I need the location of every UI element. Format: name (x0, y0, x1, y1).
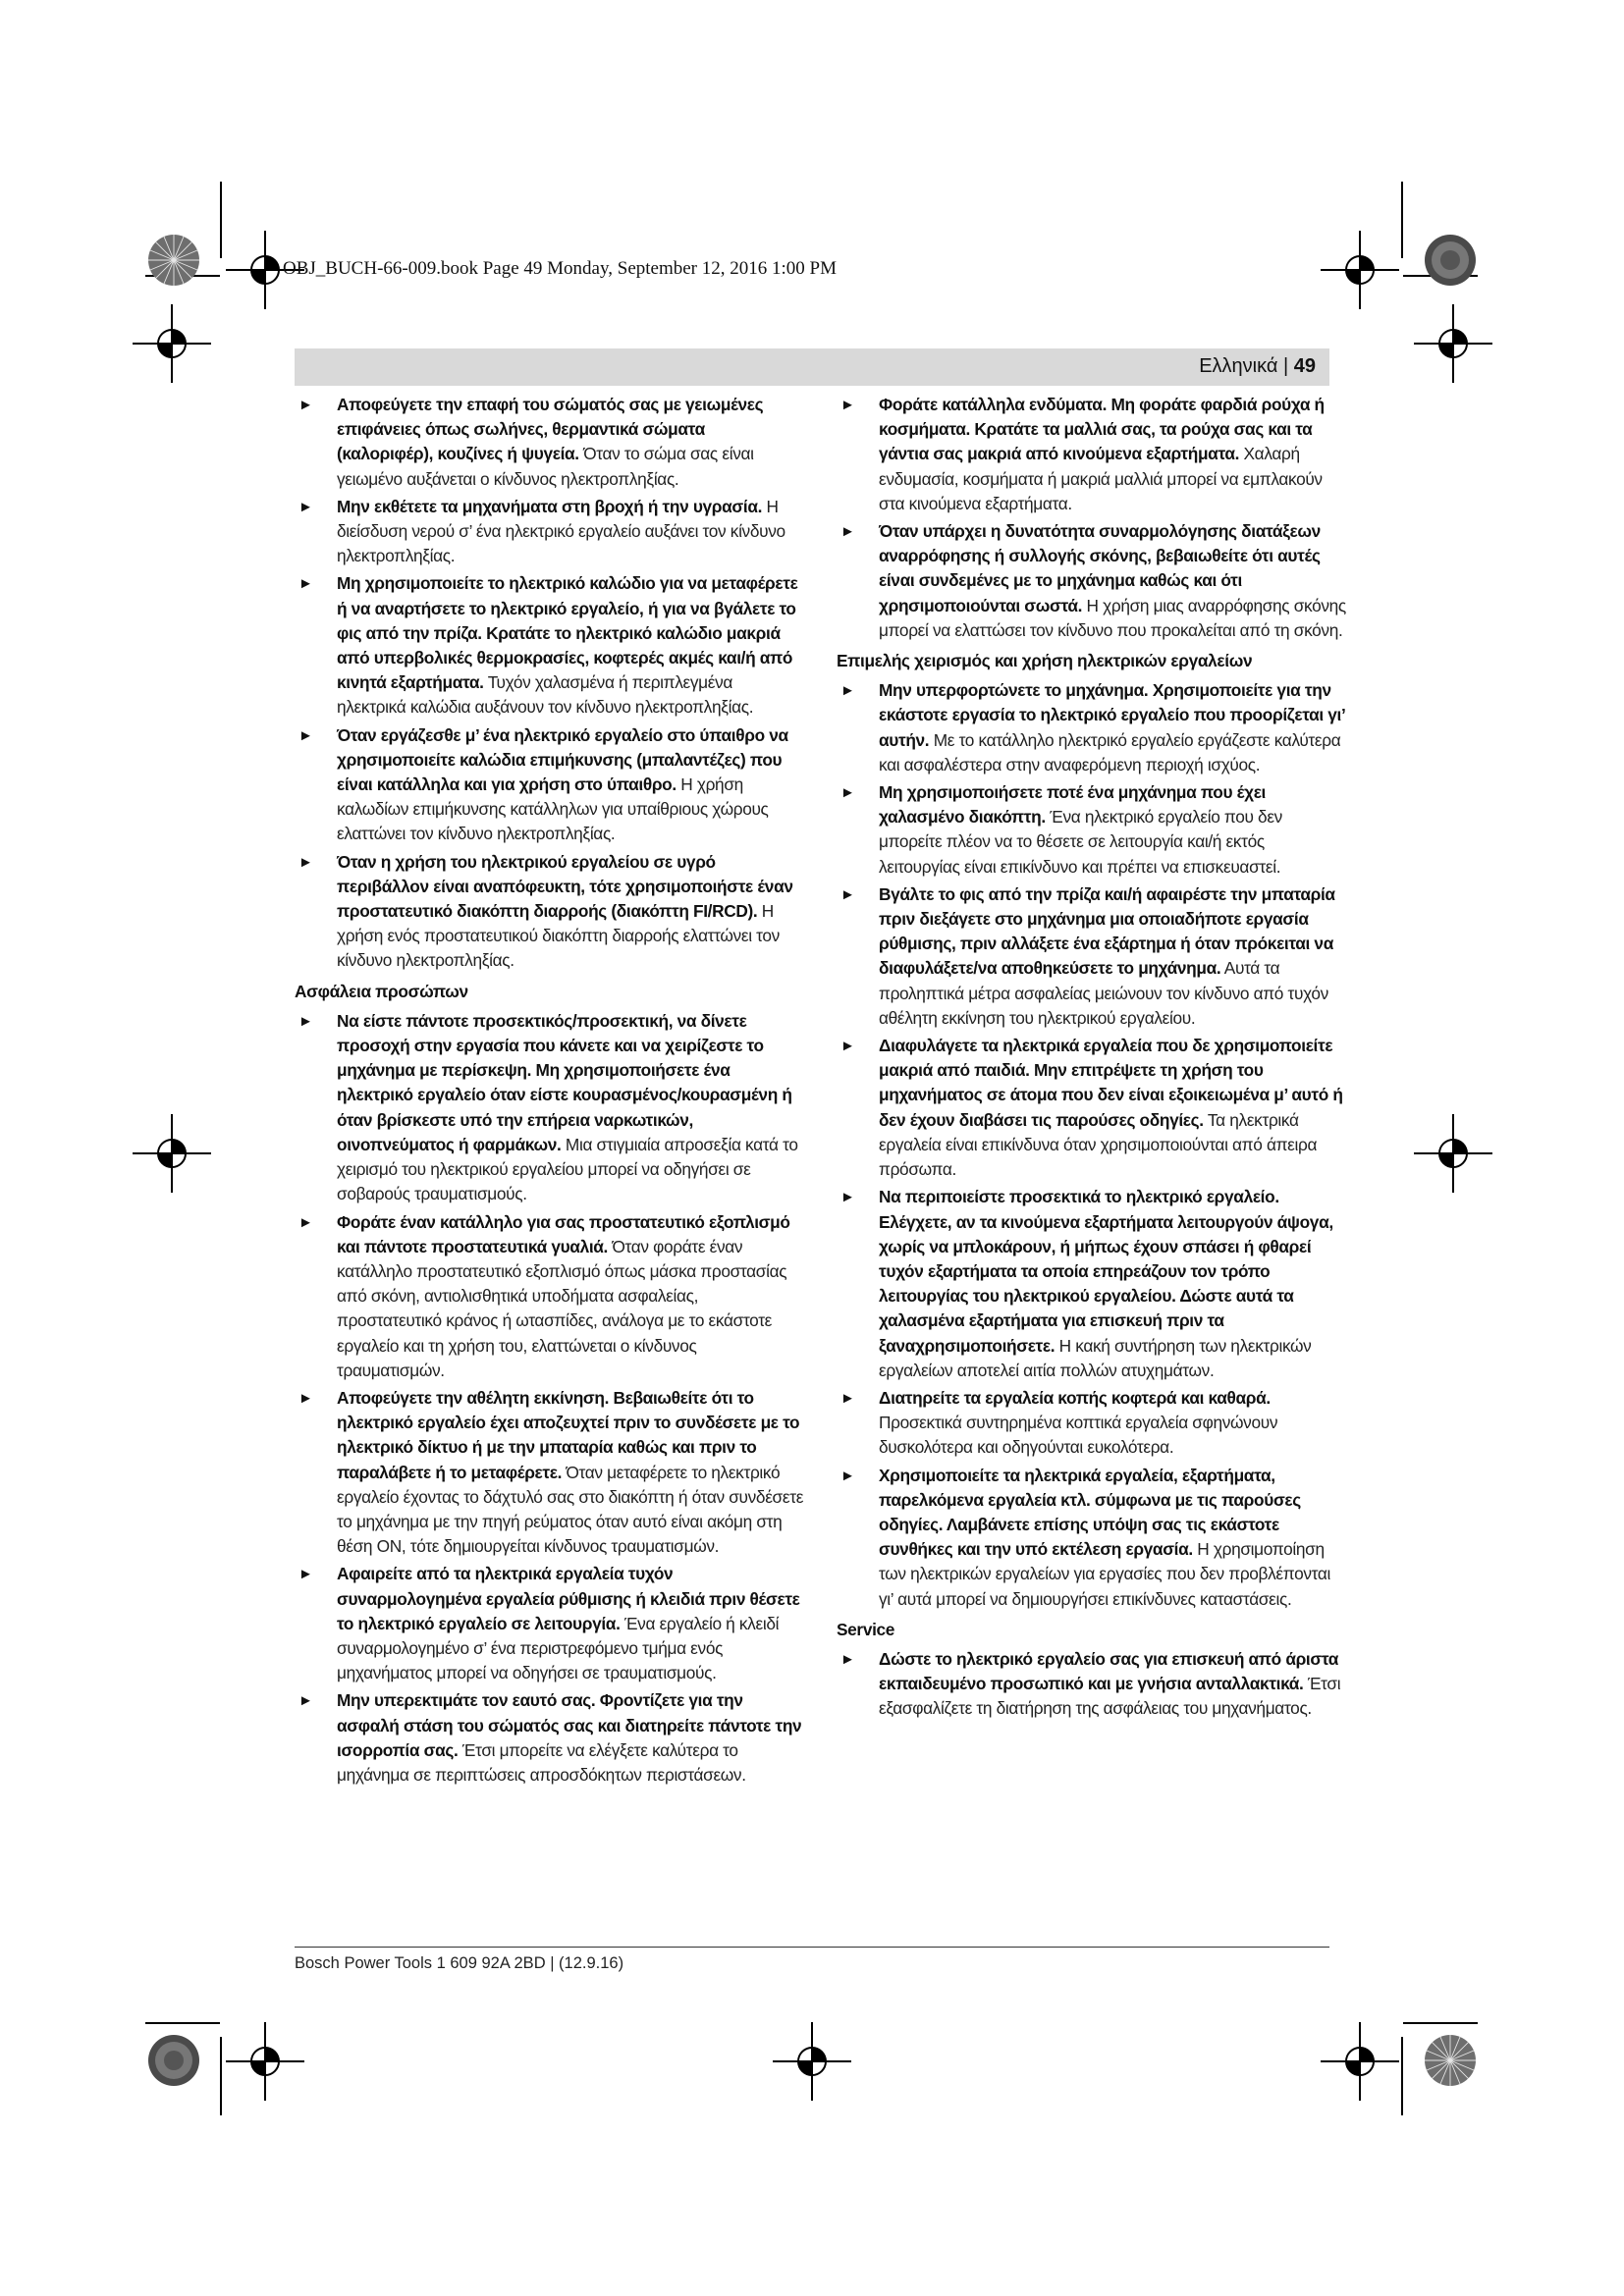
item-body-text: Προσεκτικά συντηρημένα κοπτικά εργαλεία σφηνώνουν δυσκολότερα και οδηγούνται ευκολότερα. (879, 1413, 1278, 1458)
bullet-arrow-icon: ► (840, 1389, 855, 1407)
list-items-a (837, 393, 1347, 643)
color-wheel-icon (1424, 234, 1477, 287)
crop-mark (1401, 2037, 1403, 2115)
item-body-text: Η χρησιμοποίηση των ηλεκτρικών εργαλείων για εργασίες που δεν προβλέπονται γι’ αυτά μπορεί να δημιουργήσει επικίνδυνες καταστάσεις. (879, 1539, 1331, 1609)
item-body-text: Η χρήση μιας αναρρόφησης σκόνης μπορεί να ελαττώσει τον κίνδυνο που προκαλείται από τη σκόνη. (879, 595, 1346, 640)
list-item (837, 519, 1347, 643)
bullet-arrow-icon: ► (840, 784, 855, 802)
crop-mark (1401, 182, 1403, 258)
bullet-arrow-icon: ► (298, 575, 313, 593)
footer-rule (295, 1947, 1329, 1948)
item-bold-text: Μην υπερφορτώνετε το μηχάνημα. Χρησιμοποιείτε για την εκάστοτε εργασία το ηλεκτρικό εργαλείο που προορίζεται γι’ αυτήν. (879, 680, 1345, 750)
bullet-arrow-icon: ► (298, 1213, 313, 1231)
item-bold-text: Να είστε πάντοτε προσεκτικός/προσεκτική, να δίνετε προσοχή στην εργασία που κάνετε και να χειρίζεστε το μηχάνημα με περίσκεψη. Μη χρησιμοποιήσετε ένα ηλεκτρικό εργαλείο όταν είστε κουρασμένος/κουρασμένη ή όταν βρίσκεστε υπό την επήρεια ναρκωτικών, οινοπνεύματος ή φαρμάκων. (337, 1010, 792, 1154)
item-body-text: Όταν το σώμα σας είναι γειωμένο αυξάνεται ο κίνδυνος ηλεκτροπληξίας. (337, 444, 754, 489)
list-item (295, 495, 805, 569)
section-title-tool-use: Επιμελής χειρισμός και χρήση ηλεκτρικών εργαλείων (837, 651, 1253, 671)
page-header (295, 348, 1329, 386)
list-item (295, 723, 805, 847)
registration-mark-icon (226, 2022, 304, 2101)
list-items-b (837, 678, 1347, 1612)
item-body-text: Η κακή συντήρηση των ηλεκτρικών εργαλείων αποτελεί αιτία πολλών ατυχημάτων. (879, 1335, 1312, 1380)
list-item (837, 393, 1347, 516)
item-bold-text: Φοράτε κατάλληλα ενδύματα. Μη φοράτε φαρδιά ρούχα ή κοσμήματα. Κρατάτε τα μαλλιά σας, τα ρούχα σας και τα γάντια σας μακριά από κινούμενα εξαρτήματα. (879, 395, 1325, 464)
registration-mark-icon (1414, 1114, 1492, 1193)
page-number: 49 (1293, 355, 1316, 377)
color-wheel-icon (147, 2034, 200, 2087)
bullet-arrow-icon: ► (840, 1650, 855, 1668)
bullet-arrow-icon: ► (298, 397, 313, 413)
list-item (295, 571, 805, 720)
list-item (295, 1009, 805, 1207)
bullet-arrow-icon: ► (298, 726, 313, 744)
list-item (295, 393, 805, 492)
list-item (837, 1464, 1347, 1612)
registration-mark-icon (1321, 231, 1399, 309)
registration-mark-icon (1414, 304, 1492, 383)
item-body-text: Έτσι εξασφαλίζετε τη διατήρηση της ασφάλειας του μηχανήματος. (879, 1674, 1341, 1719)
item-bold-text: Μη χρησιμοποιείτε το ηλεκτρικό καλώδιο για να μεταφέρετε ή να αναρτήσετε το ηλεκτρικό εργαλείο, ή για να βγάλετε το φις από την πρίζα. Κρατάτε το ηλεκτρικό καλώδιο μακριά από υπερβολικές θερμοκρασίες, κοφτερές ακμές και/ή από κινητά εξαρτήματα. (337, 573, 798, 693)
item-bold-text: Αποφεύγετε την επαφή του σώματός σας με γειωμένες επιφάνειες όπως σωλήνες, θερμαντικά σώματα (καλοριφέρ), κουζίνες ή ψυγεία. (337, 395, 764, 464)
registration-mark-icon (1321, 2022, 1399, 2101)
item-body-text: Μια στιγμιαία απροσεξία κατά το χειρισμό του ηλεκτρικού εργαλείου μπορεί να οδηγήσει σε σοβαρούς τραυματισμούς. (337, 1134, 798, 1204)
list-item (837, 1185, 1347, 1383)
list-item (295, 1562, 805, 1685)
list-item (295, 850, 805, 974)
item-bold-text: Δώστε το ηλεκτρικό εργαλείο σας για επισκευή από άριστα εκπαιδευμένο προσωπικό και με γνήσια ανταλλακτικά. (879, 1648, 1339, 1694)
color-wheel-icon (1424, 2034, 1477, 2087)
item-body-text: Αυτά τα προληπτικά μέτρα ασφαλείας μειώνουν τον κίνδυνο από τυχόν αθέλητη εκκίνηση του ηλεκτρικού εργαλείου. (879, 958, 1328, 1028)
section-title-personal-safety: Ασφάλεια προσώπων (295, 981, 468, 1001)
crop-mark (145, 2022, 220, 2024)
crop-mark (220, 182, 222, 258)
item-bold-text: Αφαιρείτε από τα ηλεκτρικά εργαλεία τυχόν συναρμολογημένα εργαλεία ρύθμισης ή κλειδιά πριν θέσετε το ηλεκτρικό εργαλείο σε λειτουργία. (337, 1564, 800, 1633)
left-column (295, 393, 805, 1790)
item-body-text: Η διείσδυση νερού σ’ ένα ηλεκτρικό εργαλείο αυξάνει τον κίνδυνο ηλεκτροπληξίας. (337, 496, 785, 566)
header-separator: | (1282, 355, 1289, 377)
item-body-text: Όταν φοράτε έναν κατάλληλο προστατευτικό εξοπλισμό όπως μάσκα προστασίας από σκόνη, αντιολισθητικά υποδήματα ασφαλείας, προστατευτικό κράνος ή ωτασπίδες, ανάλογα με το εκάστοτε εργαλείο και τη χρήση του, ελαττώνεται ο κίνδυνος τραυματισμών. (337, 1236, 787, 1380)
list-item (837, 1034, 1347, 1182)
item-bold-text: Όταν η χρήση του ηλεκτρικού εργαλείου σε υγρό περιβάλλον είναι αναπόφευκτη, τότε χρησιμοποιήστε έναν προστατευτικό διακόπτη διαρροής (διακόπτη FI/RCD). (337, 851, 793, 922)
bullet-arrow-icon: ► (840, 523, 855, 541)
list-item (295, 1688, 805, 1788)
item-body-text: Έτσι μπορείτε να ελέγξετε καλύτερα το μηχάνημα σε περιπτώσεις απροσδόκητων περιστάσεων. (337, 1739, 746, 1785)
registration-mark-icon (773, 2022, 851, 2101)
item-bold-text: Χρησιμοποιείτε τα ηλεκτρικά εργαλεία, εξαρτήματα, παρελκόμενα εργαλεία κτλ. σύμφωνα με τις παρούσες οδηγίες. Λαμβάνετε επίσης υπόψη σας τις εκάστοτε συνθήκες και την υπό εκτέλεση εργασία. (879, 1465, 1301, 1560)
bullet-arrow-icon: ► (840, 1467, 855, 1484)
list-items-a (295, 393, 805, 974)
section-title-service: Service (837, 1619, 895, 1639)
item-bold-text: Διαφυλάγετε τα ηλεκτρικά εργαλεία που δε χρησιμοποιείτε μακριά από παιδιά. Μην επιτρέψετε τη χρήση του μηχανήματος σε άτομα που δεν είναι εξοικειωμένα μ’ αυτό ή δεν έχουν διαβάσει τις παρούσες οδηγίες. (879, 1036, 1343, 1130)
list-items-c (837, 1647, 1347, 1722)
item-bold-text: Βγάλτε το φις από την πρίζα και/ή αφαιρέστε την μπαταρία πριν διεξάγετε στο μηχάνημα μια οποιαδήποτε εργασία ρύθμισης, πριν αλλάξετε ένα εξάρτημα ή όταν πρόκειται να διαφυλάξετε/να αποθηκεύσετε το μηχάνημα. (879, 883, 1335, 979)
item-body-text: Ένα εργαλείο ή κλειδί συναρμολογημένο σ’ ένα περιστρεφόμενο τμήμα ενός μηχανήματος μπορεί να οδηγήσει σε τραυματισμούς. (337, 1613, 780, 1683)
list-item (837, 678, 1347, 777)
item-bold-text: Μην εκθέτετε τα μηχανήματα στη βροχή ή την υγρασία. (337, 496, 763, 516)
item-body-text: Όταν μεταφέρετε το ηλεκτρικό εργαλείο έχοντας το δάχτυλό σας στο διακόπτη ή όταν συνδέσετε το μηχάνημα με την πηγή ρεύματος όταν αυτό είναι ακόμη στη θέση ON, τότε δημιουργείται κίνδυνος τραυματισμών. (337, 1462, 804, 1557)
color-wheel-icon (147, 234, 200, 287)
item-body-text: Με το κατάλληλο ηλεκτρικό εργαλείο εργάζεστε καλύτερα και ασφαλέστερα στην αναφερόμενη περιοχή ισχύος. (879, 729, 1341, 774)
footer-text: Bosch Power Tools 1 609 92A 2BD | (12.9.16) (295, 1954, 624, 1972)
item-bold-text: Μη χρησιμοποιήσετε ποτέ ένα μηχάνημα που έχει χαλασμένο διακόπτη. (879, 782, 1266, 828)
item-bold-text: Όταν υπάρχει η δυνατότητα συναρμολόγησης διατάξεων αναρρόφησης ή συλλογής σκόνης, βεβαιωθείτε ότι αυτές είναι συνδεμένες με το μηχάνημα καθώς και ότι χρησιμοποιούνται σωστά. (879, 521, 1321, 615)
list-item (295, 1210, 805, 1383)
bullet-arrow-icon: ► (298, 853, 313, 871)
list-items-b (295, 1009, 805, 1788)
list-item (295, 1386, 805, 1559)
bullet-arrow-icon: ► (840, 397, 855, 413)
list-item (837, 1386, 1347, 1461)
item-bold-text: Φοράτε έναν κατάλληλο για σας προστατευτικό εξοπλισμό και πάντοτε προστατευτικά γυαλιά. (337, 1211, 790, 1256)
header-language: Ελληνικά (1199, 355, 1278, 377)
registration-mark-icon (133, 1114, 211, 1193)
item-body-text: Τα ηλεκτρικά εργαλεία είναι επικίνδυνα όταν χρησιμοποιούνται από άπειρα πρόσωπα. (879, 1109, 1318, 1180)
item-bold-text: Όταν εργάζεσθε μ’ ένα ηλεκτρικό εργαλείο στο ύπαιθρο να χρησιμοποιείτε καλώδια επιμήκυνσης (μπαλαντέζες) που είναι κατάλληλα και για χρήση στο ύπαιθρο. (337, 724, 788, 795)
item-bold-text: Διατηρείτε τα εργαλεία κοπής κοφτερά και καθαρά. (879, 1387, 1271, 1408)
bullet-arrow-icon: ► (298, 1012, 313, 1030)
item-bold-text: Αποφεύγετε την αθέλητη εκκίνηση. Βεβαιωθείτε ότι το ηλεκτρικό εργαλείο έχει αποζευχτεί πριν το συνδέσετε με το ηλεκτρικό δίκτυο ή με την μπαταρία καθώς και πριν το παραλάβετε ή το μεταφέρετε. (337, 1387, 800, 1482)
bullet-arrow-icon: ► (298, 1389, 313, 1407)
bullet-arrow-icon: ► (298, 1692, 313, 1710)
item-bold-text: Να περιποιείστε προσεκτικά το ηλεκτρικό εργαλείο. Ελέγχετε, αν τα κινούμενα εξαρτήματα λειτουργούν άψογα, χωρίς να μπλοκάρουν, ή μήπως έχουν σπάσει ή φθαρεί τυχόν εξαρτήματα τα οποία επηρεάζουν τον τρόπο λειτουργίας του ηλεκτρικού εργαλείου. Δώστε αυτά τα χαλασμένα εξαρτήματα για επισκευή πριν τα ξαναχρησιμοποιήσετε. (879, 1187, 1333, 1356)
item-body-text: Η χρήση ενός προστατευτικού διακόπτη διαρροής ελαττώνει τον κίνδυνο ηλεκτροπληξίας. (337, 901, 780, 971)
item-body-text: Ένα ηλεκτρικό εργαλείο που δεν μπορείτε πλέον να το θέσετε σε λειτουργία και/ή εκτός λειτουργίας είναι επικίνδυνο και πρέπει να επισκευαστεί. (879, 807, 1282, 877)
list-item (837, 780, 1347, 880)
list-item (837, 1647, 1347, 1722)
bullet-arrow-icon: ► (840, 682, 855, 700)
item-body-text: Η χρήση καλωδίων επιμήκυνσης κατάλληλων για υπαίθριους χώρους ελαττώνει τον κίνδυνο ηλεκτροπληξίας. (337, 774, 769, 844)
item-bold-text: Μην υπερεκτιμάτε τον εαυτό σας. Φροντίζετε για την ασφαλή στάση του σώματός σας και διατηρείτε πάντοτε την ισορροπία σας. (337, 1690, 802, 1760)
item-body-text: Χαλαρή ενδυμασία, κοσμήματα ή μακριά μαλλιά μπορεί να εμπλακούν στα κινούμενα εξαρτήματα. (879, 444, 1323, 513)
bullet-arrow-icon: ► (298, 1566, 313, 1583)
crop-mark (1403, 2022, 1478, 2024)
registration-mark-icon (133, 304, 211, 383)
header-label (1199, 355, 1316, 378)
bullet-arrow-icon: ► (840, 885, 855, 903)
bullet-arrow-icon: ► (840, 1038, 855, 1055)
bullet-arrow-icon: ► (840, 1189, 855, 1206)
right-column (837, 393, 1347, 1725)
print-info-line: OBJ_BUCH-66-009.book Page 49 Monday, September 12, 2016 1:00 PM (283, 258, 837, 279)
list-item (837, 882, 1347, 1031)
item-body-text: Τυχόν χαλασμένα ή περιπλεγμένα ηλεκτρικά καλώδια αυξάνουν τον κίνδυνο ηλεκτροπληξίας. (337, 672, 754, 718)
crop-mark (220, 2037, 222, 2115)
bullet-arrow-icon: ► (298, 498, 313, 515)
